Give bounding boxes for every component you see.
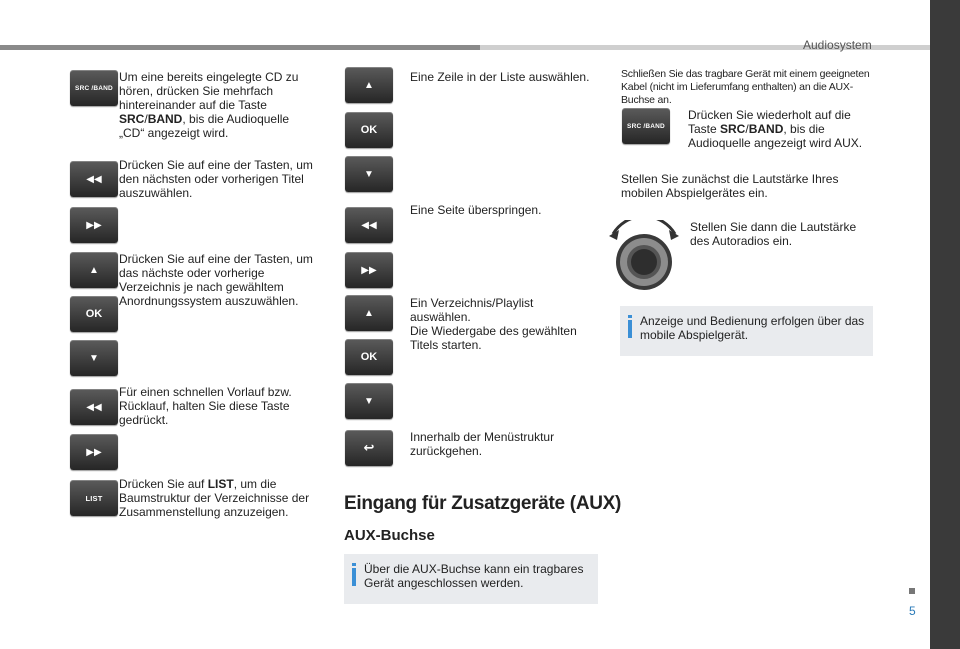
- col2-text-back: Innerhalb der Menüstruktur zurückgehen.: [410, 430, 555, 458]
- col1-text-folder: Drücken Sie auf eine der Tasten, um das nächste oder vorherige Verzeichnis je nach gewähltem Anordnungssystem auszuwählen.: [119, 252, 313, 308]
- col3-text-volume-radio: Stellen Sie dann die Lautstärke des Autoradios ein.: [690, 220, 857, 248]
- info-icon-2: [628, 320, 632, 338]
- down-key-icon: ▼: [70, 340, 118, 376]
- forward-key-icon: ▶▶: [70, 434, 118, 470]
- next-key-icon: ▶▶: [70, 207, 118, 243]
- col3-text-aux: Drücken Sie wiederholt auf die Taste SRC/BAND, bis die Audioquelle angezeigt wird AUX.: [688, 108, 863, 150]
- src-band-key-icon-2: SRC /BAND: [622, 108, 670, 144]
- subsection-heading: AUX-Buchse: [344, 527, 435, 544]
- col1-text-track: Drücken Sie auf eine der Tasten, um den nächsten oder vorherigen Titel auszuwählen.: [119, 158, 313, 200]
- col3-text-volume-device: Stellen Sie zunächst die Lautstärke Ihres mobilen Abspielgerätes ein.: [621, 172, 839, 200]
- info-box-display: [620, 306, 873, 356]
- up-key-icon: ▲: [70, 252, 118, 288]
- col2-text-playlist: Ein Verzeichnis/Playlist auswählen. Die Wiedergabe des gewählten Titels starten.: [410, 296, 577, 352]
- page-marker: [909, 588, 915, 594]
- section-title: Audiosystem: [803, 38, 872, 52]
- info-icon-dot: [352, 563, 356, 566]
- info-icon: [352, 568, 356, 586]
- section-heading: Eingang für Zusatzgeräte (AUX): [344, 493, 622, 514]
- down-key-icon-2: ▼: [345, 156, 393, 192]
- info-text-display: Anzeige und Bedienung erfolgen über das mobile Abspielgerät.: [640, 314, 865, 342]
- info-icon-2-dot: [628, 315, 632, 318]
- page-back-key-icon: ◀◀: [345, 207, 393, 243]
- rewind-key-icon: ◀◀: [70, 389, 118, 425]
- page-forward-key-icon: ▶▶: [345, 252, 393, 288]
- up-key-icon-3: ▲: [345, 295, 393, 331]
- volume-knob-icon: [607, 220, 681, 294]
- header-rule-dark: [0, 45, 480, 50]
- page-number: 5: [909, 604, 916, 618]
- col1-text-list: Drücken Sie auf LIST, um die Baumstruktur der Verzeichnisse der Zusammenstellung anzuzeigen.: [119, 477, 310, 519]
- col1-text-fast: Für einen schnellen Vorlauf bzw. Rücklauf, halten Sie diese Taste gedrückt.: [119, 385, 292, 427]
- src-band-key-icon: SRC /BAND: [70, 70, 118, 106]
- list-key-icon: LIST: [70, 480, 118, 516]
- col1-text-cd: Um eine bereits eingelegte CD zu hören, drücken Sie mehrfach hintereinander auf die Taste SRC/BAND, bis die Audioquelle „CD“ angezeigt wird.: [119, 70, 299, 140]
- col2-text-page: Eine Seite überspringen.: [410, 203, 542, 217]
- ok-key-icon: OK: [70, 296, 118, 332]
- up-key-icon-2: ▲: [345, 67, 393, 103]
- back-key-icon: ↩: [345, 430, 393, 466]
- page-edge-bar: [930, 0, 960, 649]
- ok-key-icon-3: OK: [345, 339, 393, 375]
- info-text-aux: Über die AUX-Buchse kann ein tragbares Gerät angeschlossen werden.: [364, 562, 584, 590]
- col2-text-line: Eine Zeile in der Liste auswählen.: [410, 70, 590, 84]
- info-box-aux: [344, 554, 598, 604]
- previous-key-icon: ◀◀: [70, 161, 118, 197]
- col3-intro: Schließen Sie das tragbare Gerät mit einem geeigneten Kabel (nicht im Lieferumfang enthalten) an die AUX-Buchse an.: [621, 68, 870, 106]
- ok-key-icon-2: OK: [345, 112, 393, 148]
- down-key-icon-3: ▼: [345, 383, 393, 419]
